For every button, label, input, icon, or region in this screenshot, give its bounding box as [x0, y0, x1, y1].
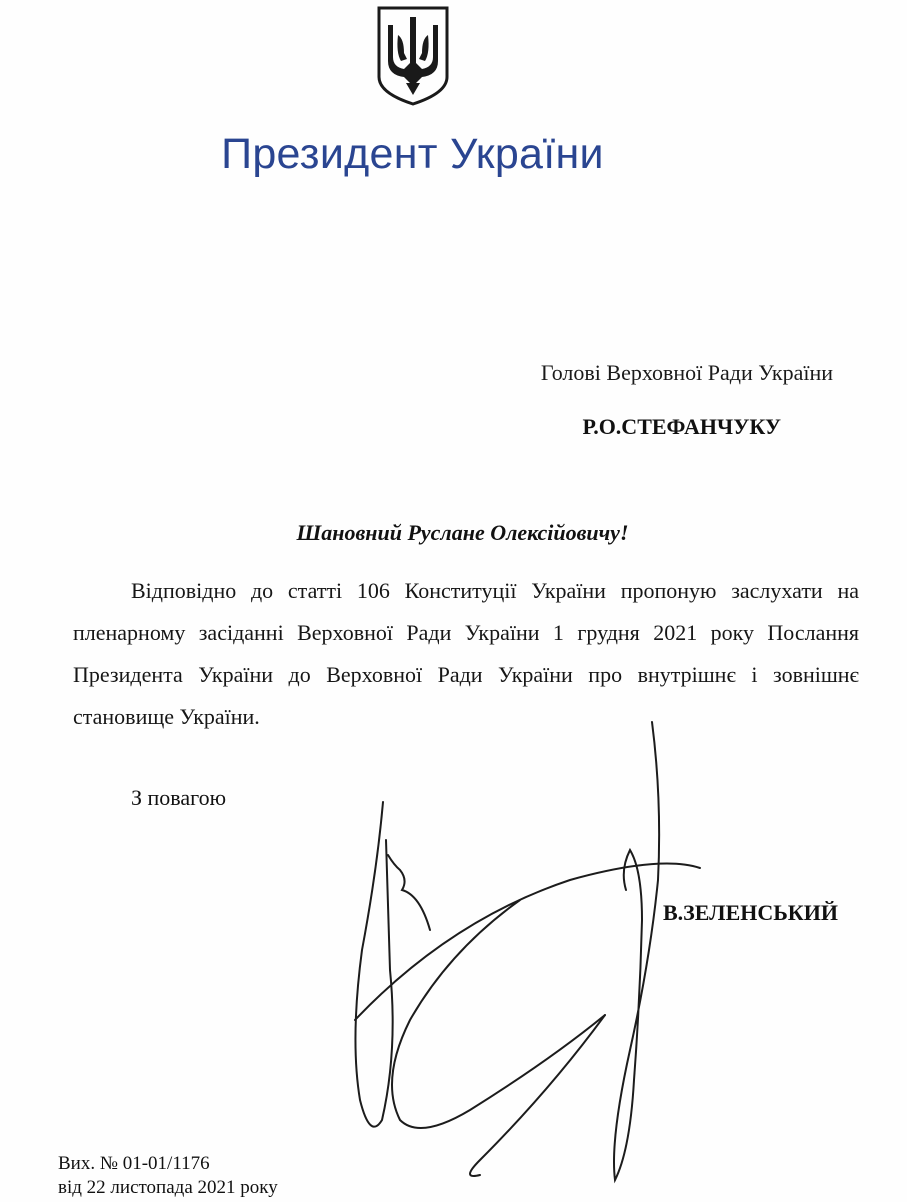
- addressee-position: Голові Верховної Ради України: [540, 360, 833, 385]
- page-title: Президент України: [221, 130, 604, 178]
- reference-date: від 22 листопада 2021 року: [58, 1177, 278, 1198]
- closing: З повагою: [131, 785, 227, 810]
- signer-name: В.ЗЕЛЕНСЬКИЙ: [663, 900, 838, 925]
- reference-number: Вих. № 01-01/1176: [58, 1153, 210, 1174]
- addressee-name: Р.О.СТЕФАНЧУКУ: [582, 414, 781, 439]
- salutation: Шановний Руслане Олексійовичу!: [296, 520, 629, 545]
- letter-body: Відповідно до статті 106 Конституції України пропоную заслухати на пленарному засіданні Верховної Ради України 1 грудня 2021 року Послання Президента України до Верховної Ради України про внутрішнє і зовнішнє становище України.: [73, 578, 859, 729]
- outgoing-reference: [58, 1152, 278, 1200]
- trident-coat-of-arms-icon: [376, 5, 450, 107]
- handwritten-signature: [330, 720, 730, 1190]
